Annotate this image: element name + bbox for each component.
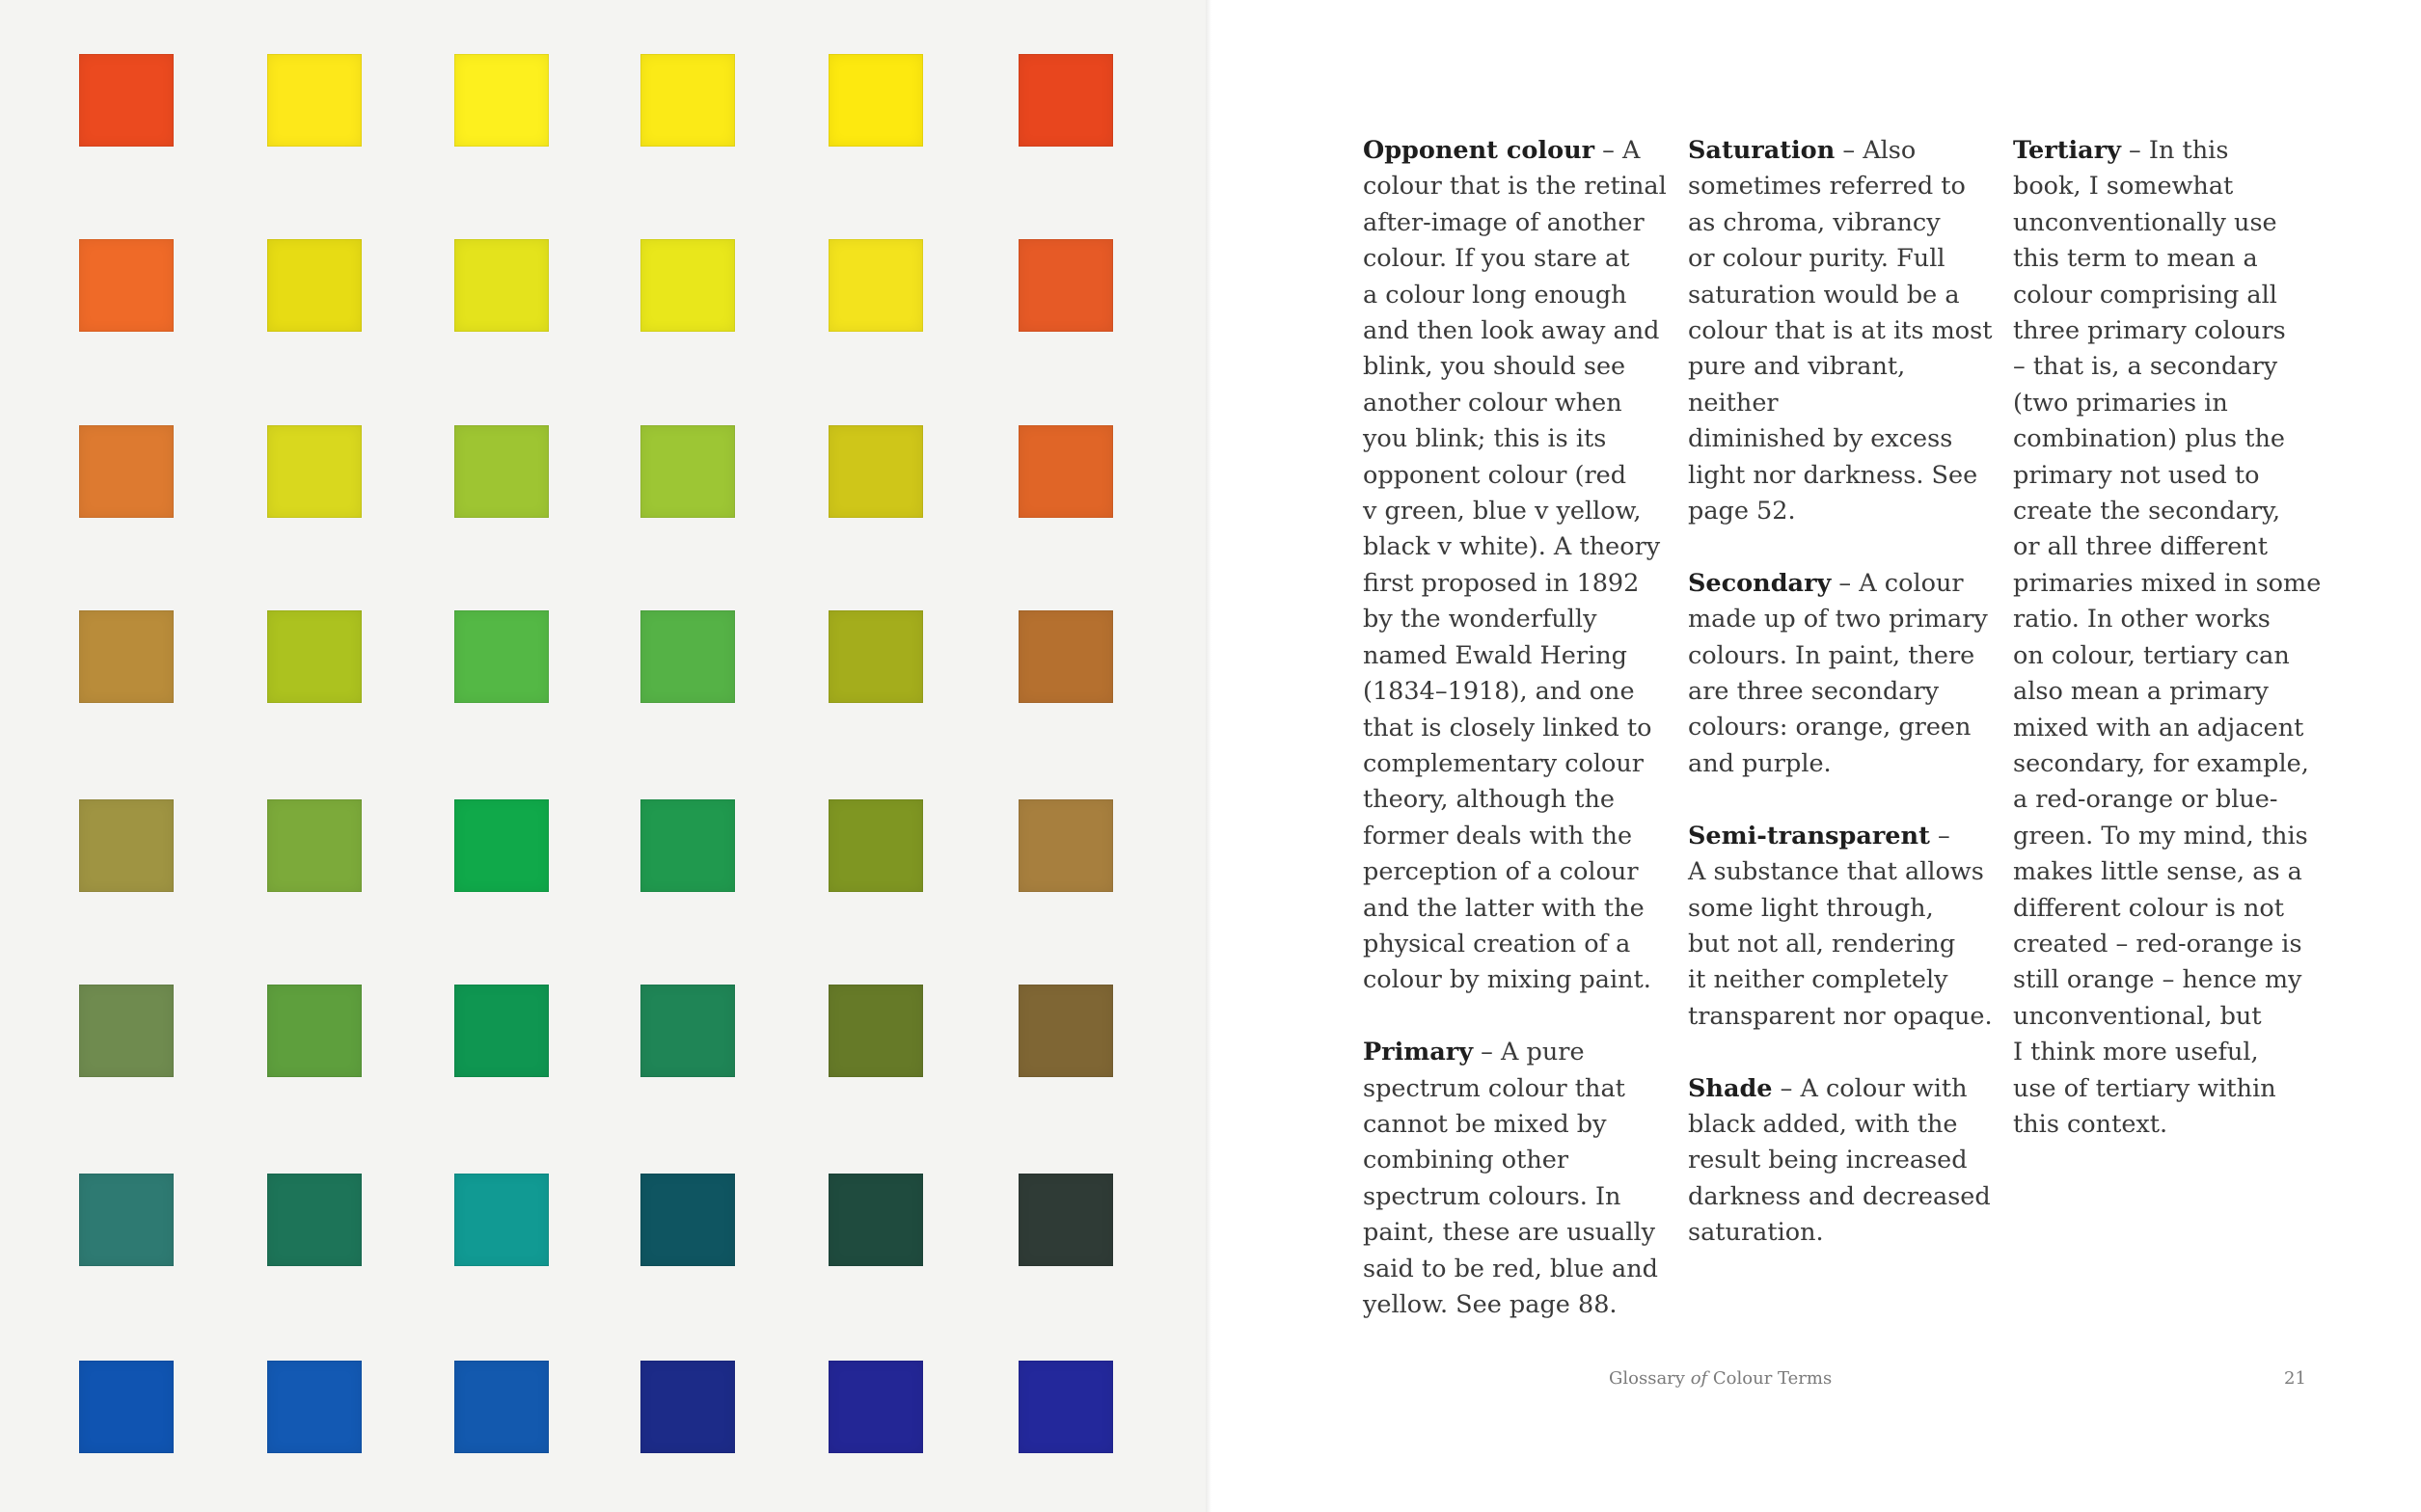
colour-swatch: [640, 985, 735, 1077]
glossary-entry-shade: [1688, 1071, 1997, 1252]
colour-swatch: [267, 425, 362, 518]
colour-swatch: [267, 610, 362, 703]
glossary-columns: [1363, 133, 2327, 1338]
entry-definition: – A pure spectrum colour that cannot be mixed by combining other spectrum colours. In paint, these are usually said to be red, blue and yellow. See page 88.: [1363, 1038, 1658, 1319]
colour-swatch: [267, 799, 362, 892]
entry-term: Saturation: [1688, 136, 1836, 165]
colour-swatch: [79, 610, 174, 703]
colour-swatch: [267, 985, 362, 1077]
footer-title-italic: of: [1690, 1368, 1708, 1389]
colour-swatch: [79, 799, 174, 892]
colour-swatch: [454, 54, 549, 147]
entry-definition: – A colour made up of two primary colours. In paint, there are three secondary colours: orange, green and purple.: [1688, 568, 1988, 778]
entry-term: Primary: [1363, 1038, 1474, 1067]
colour-swatch: [454, 799, 549, 892]
colour-swatch: [640, 425, 735, 518]
colour-swatch: [267, 1361, 362, 1453]
colour-swatch: [640, 799, 735, 892]
colour-swatch: [829, 610, 923, 703]
colour-swatch: [79, 54, 174, 147]
colour-swatch: [829, 54, 923, 147]
footer-title-part2: Colour Terms: [1707, 1368, 1833, 1389]
glossary-entry-tertiary: [2013, 133, 2322, 1143]
entry-term: Semi-transparent: [1688, 821, 1930, 850]
colour-swatch: [454, 985, 549, 1077]
colour-swatch: [79, 1361, 174, 1453]
colour-swatch: [1019, 610, 1113, 703]
glossary-entry-semi-transparent: [1688, 819, 1997, 1035]
colour-swatch: [1019, 54, 1113, 147]
glossary-entry-primary: [1363, 1035, 1672, 1323]
colour-swatch: [79, 239, 174, 332]
glossary-entry-secondary: [1688, 566, 1997, 782]
colour-swatch: [79, 425, 174, 518]
colour-swatch: [1019, 239, 1113, 332]
colour-swatch: [640, 610, 735, 703]
colour-swatch: [454, 1361, 549, 1453]
entry-term: Secondary: [1688, 568, 1832, 598]
colour-swatch: [79, 1174, 174, 1266]
colour-swatch: [454, 610, 549, 703]
colour-swatch: [829, 1174, 923, 1266]
colour-swatch: [1019, 799, 1113, 892]
colour-swatch: [454, 425, 549, 518]
glossary-entry-saturation: [1688, 133, 1997, 529]
colour-swatch: [267, 54, 362, 147]
footer-title-part1: Glossary: [1609, 1368, 1691, 1389]
colour-swatch: [640, 1361, 735, 1453]
page-number: 21: [2284, 1368, 2306, 1389]
entry-definition: – Also sometimes referred to as chroma, vibrancy or colour purity. Full saturation would be a colour that is at its most pure and vibrant, neither diminished by excess light nor darkness. See page 52.: [1688, 136, 1993, 526]
entry-term: Tertiary: [2013, 136, 2121, 165]
entry-term: Opponent colour: [1363, 136, 1595, 165]
colour-swatch: [454, 1174, 549, 1266]
colour-swatch: [1019, 1361, 1113, 1453]
glossary-column-3: [2013, 133, 2322, 1179]
colour-swatch-grid: [0, 0, 1206, 1512]
colour-swatch: [829, 425, 923, 518]
glossary-column-2: [1688, 133, 1997, 1287]
entry-definition: – In this book, I somewhat unconventionally use this term to mean a colour comprising all three primary colours – that is, a secondary (two primaries in combination) plus the primary not used to create the secondary, or all three different primaries mixed in some ratio. In other works on colour, tertiary can also mean a primary mixed with an adjacent secondary, for example, a red-orange or blue- green. To my mind, this makes little sense, as a different colour is not created – red-orange is still orange – hence my unconventional, but I think more useful, use of tertiary within this context.: [2013, 136, 2322, 1139]
colour-swatch: [640, 239, 735, 332]
entry-definition: – A colour that is the retinal after-image of another colour. If you stare at a colour long enough and then look away and blink, you should see another colour when you blink; this is its opponent colour (red v green, blue v yellow, black v white). A theory first proposed in 1892 by the wonderfully named Ewald Hering (1834–1918), and one that is closely linked to complementary colour theory, although the former deals with the perception of a colour and the latter with the physical creation of a colour by mixing paint.: [1363, 136, 1667, 995]
entry-definition: – A colour with black added, with the result being increased darkness and decreased saturation.: [1688, 1073, 1991, 1248]
entry-term: Shade: [1688, 1073, 1773, 1103]
colour-swatch: [1019, 1174, 1113, 1266]
colour-swatch: [829, 799, 923, 892]
colour-swatch: [79, 985, 174, 1077]
colour-swatch: [640, 54, 735, 147]
running-footer-title: [1609, 1368, 1832, 1389]
colour-swatch: [1019, 425, 1113, 518]
colour-swatch: [829, 1361, 923, 1453]
colour-swatch: [267, 1174, 362, 1266]
glossary-column-1: [1363, 133, 1672, 1360]
colour-swatch: [1019, 985, 1113, 1077]
entry-definition: – A substance that allows some light through, but not all, rendering it neither completely transparent nor opaque.: [1688, 821, 1993, 1031]
colour-swatch: [829, 239, 923, 332]
left-page: [0, 0, 1206, 1512]
colour-swatch: [267, 239, 362, 332]
glossary-entry-opponent-colour: [1363, 133, 1672, 999]
colour-swatch: [454, 239, 549, 332]
colour-swatch: [640, 1174, 735, 1266]
colour-swatch: [829, 985, 923, 1077]
